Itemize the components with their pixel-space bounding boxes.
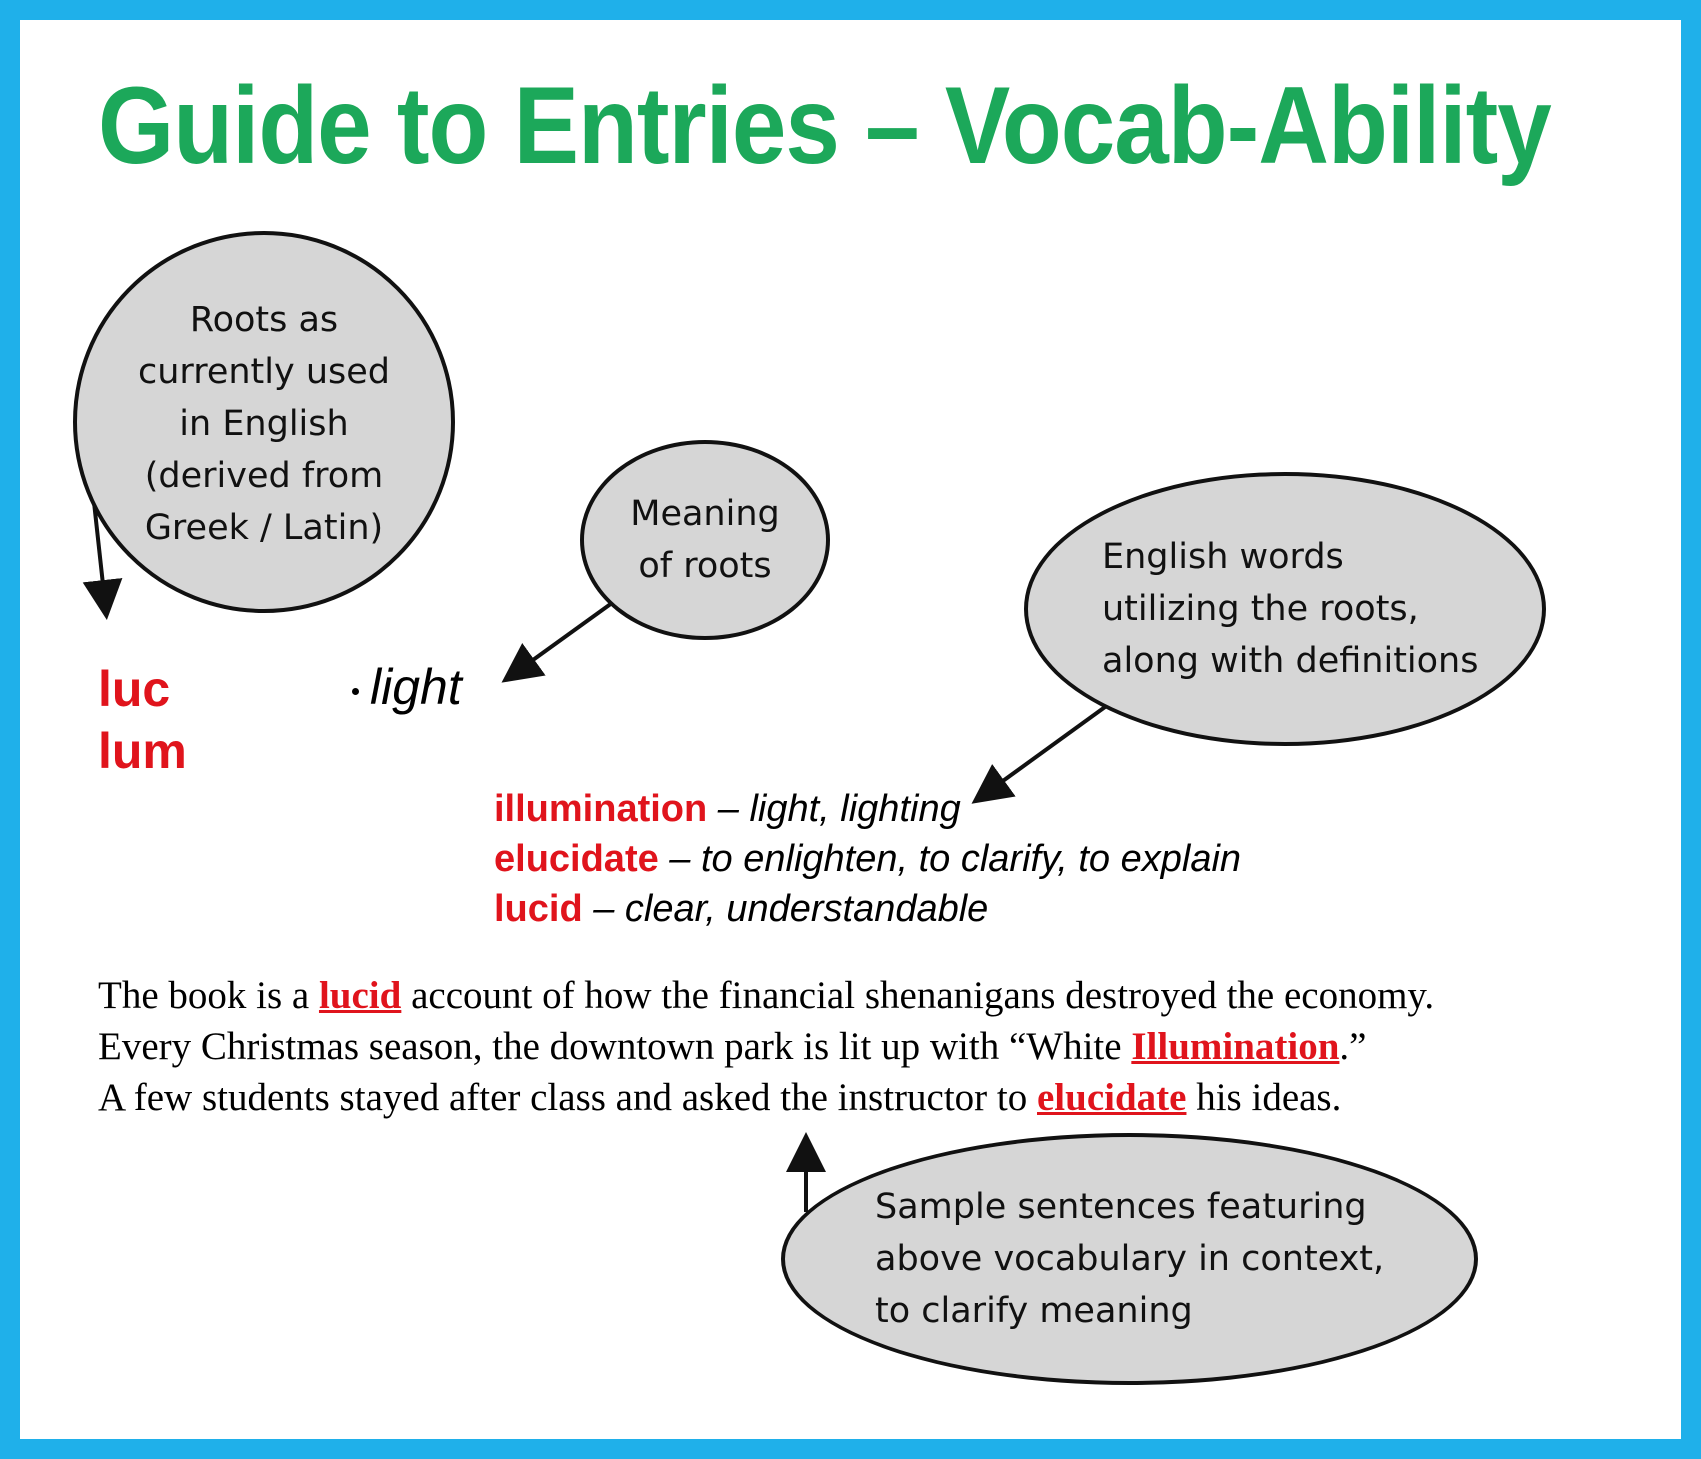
root-meaning-text: light [370, 659, 462, 715]
sample-sentences-callout: Sample sentences featuring above vocabulary in context, to clarify meaning [781, 1133, 1478, 1385]
sample-sentence [98, 1021, 1434, 1072]
sentence-text: A few students stayed after class and asked the instructor to [98, 1076, 1037, 1119]
vocab-word: elucidate [1037, 1076, 1187, 1119]
sentence-text: account of how the financial shenanigans destroyed the economy. [401, 974, 1435, 1017]
sample-sentence [98, 1072, 1434, 1123]
word-entry [494, 784, 1241, 834]
root-lum: lum [98, 723, 187, 779]
word-term: illumination [494, 788, 708, 830]
word-term: elucidate [494, 838, 659, 880]
word-entry [494, 834, 1241, 884]
word-term: lucid [494, 888, 583, 930]
meaning-arrow [508, 603, 612, 678]
english-words-callout: English words utilizing the roots, along with definitions [1024, 472, 1546, 746]
sentence-text: his ideas. [1186, 1076, 1342, 1119]
page-title: Guide to Entries – Vocab-Ability [98, 63, 1551, 187]
sentence-text: Every Christmas season, the downtown park is lit up with “White [98, 1025, 1132, 1068]
word-list [494, 784, 1241, 934]
word-definition: – clear, understandable [582, 888, 989, 930]
sentence-text: The book is a [98, 974, 319, 1017]
root-luc: luc [98, 661, 171, 717]
sample-sentence [98, 970, 1434, 1021]
roots-callout: Roots as currently used in English (derived from Greek / Latin) [73, 231, 455, 613]
vocab-word: Illumination [1131, 1025, 1340, 1068]
word-definition: – light, lighting [707, 788, 961, 830]
sentence-text: .” [1339, 1025, 1367, 1068]
vocab-word: lucid [318, 974, 402, 1017]
root-meaning [352, 658, 462, 716]
meaning-callout: Meaning of roots [580, 440, 830, 640]
word-entry [494, 884, 1241, 934]
word-definition: – to enlighten, to clarify, to explain [658, 838, 1242, 880]
sample-sentences [98, 970, 1434, 1123]
